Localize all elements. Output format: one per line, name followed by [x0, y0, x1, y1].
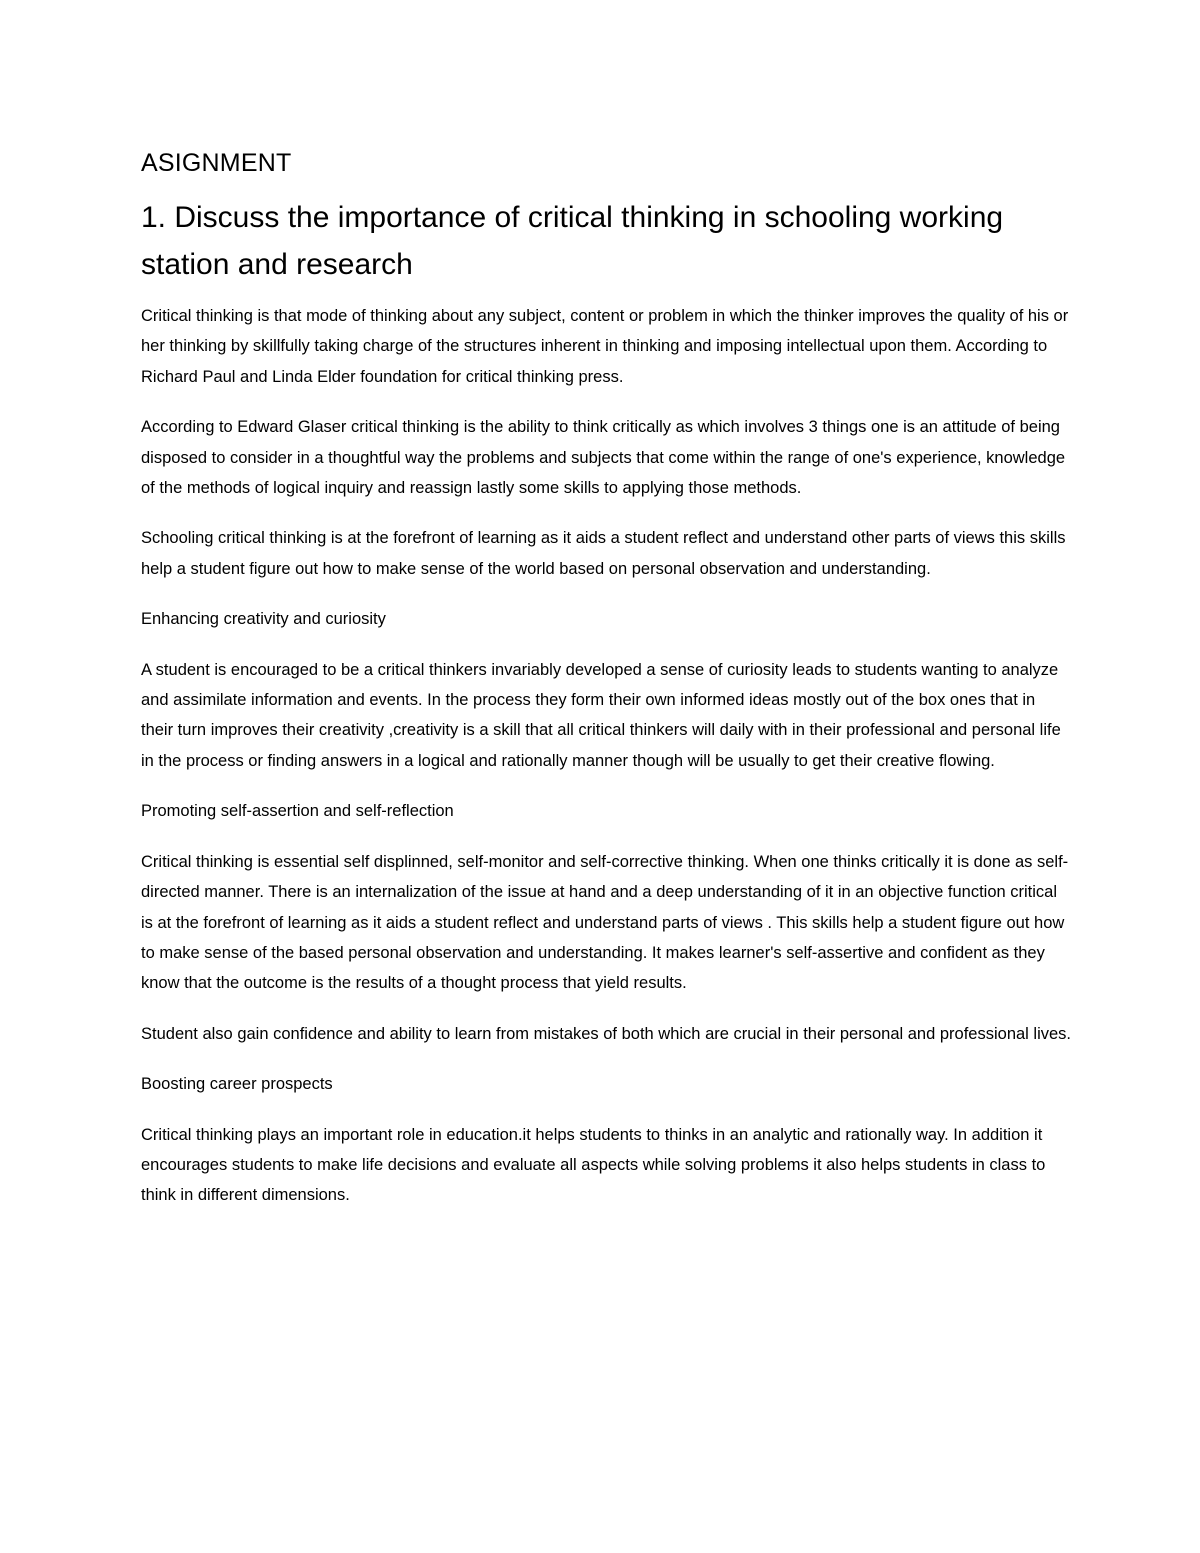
subheading-creativity: Enhancing creativity and curiosity: [141, 610, 386, 629]
subheading-self-assertion: Promoting self-assertion and self-reflection: [141, 802, 454, 821]
paragraph-career: Critical thinking plays an important role in education.it helps students to thinks in an analytic and rationally way. In addition it encourages students to make life decisions and evaluate all aspects while solving problems it also helps students in class to think in different dimensions.: [141, 1125, 1046, 1205]
paragraph-self-assertion: Critical thinking is essential self displinned, self-monitor and self-corrective thinking. When one thinks critically it is done as self-directed manner. There is an internalization of the issue at hand and a deep understanding of it in an objective function critical is at the forefront of learning as it aids a student reflect and understand parts of views . This skills help a student figure out how to make sense of the based personal observation and understanding. It makes learner's self-assertive and confident as they know that the outcome is the results of a thought process that yield results.: [141, 852, 1069, 993]
paragraph-glaser: According to Edward Glaser critical thinking is the ability to think critically as which involves 3 things one is an attitude of being disposed to consider in a thoughtful way the problems and subjects that come within the range of one's experience, knowledge of the methods of logical inquiry and reassign lastly some skills to applying those methods.: [141, 418, 1066, 498]
paragraph-creativity: A student is encouraged to be a critical thinkers invariably developed a sense of curiosity leads to students wanting to analyze and assimilate information and events. In the process they form their own informed ideas mostly out of the box ones that in their turn improves their creativity ,creativity is a skill that all critical thinkers will daily with in their professional and personal life in the process or finding answers in a logical and rationally manner though will be usually to get their creative flowing.: [141, 660, 1061, 770]
paragraph-definition: Critical thinking is that mode of thinking about any subject, content or problem in which the thinker improves the quality of his or her thinking by skillfully taking charge of the structures inherent in thinking and imposing intellectual upon them. According to Richard Paul and Linda Elder foundation for critical thinking press.: [141, 307, 1069, 386]
question-heading: 1. Discuss the importance of critical thinking in schooling working station and research: [141, 201, 1004, 281]
paragraph-confidence: Student also gain confidence and ability to learn from mistakes of both which are crucial in their personal and professional lives.: [141, 1024, 1072, 1043]
paragraph-schooling: Schooling critical thinking is at the forefront of learning as it aids a student reflect and understand other parts of views this skills help a student figure out how to make sense of the world based on personal observation and understanding.: [141, 529, 1066, 578]
document-body: [141, 143, 1071, 1231]
subheading-career: Boosting career prospects: [141, 1075, 333, 1094]
document-title: ASIGNMENT: [141, 149, 292, 177]
